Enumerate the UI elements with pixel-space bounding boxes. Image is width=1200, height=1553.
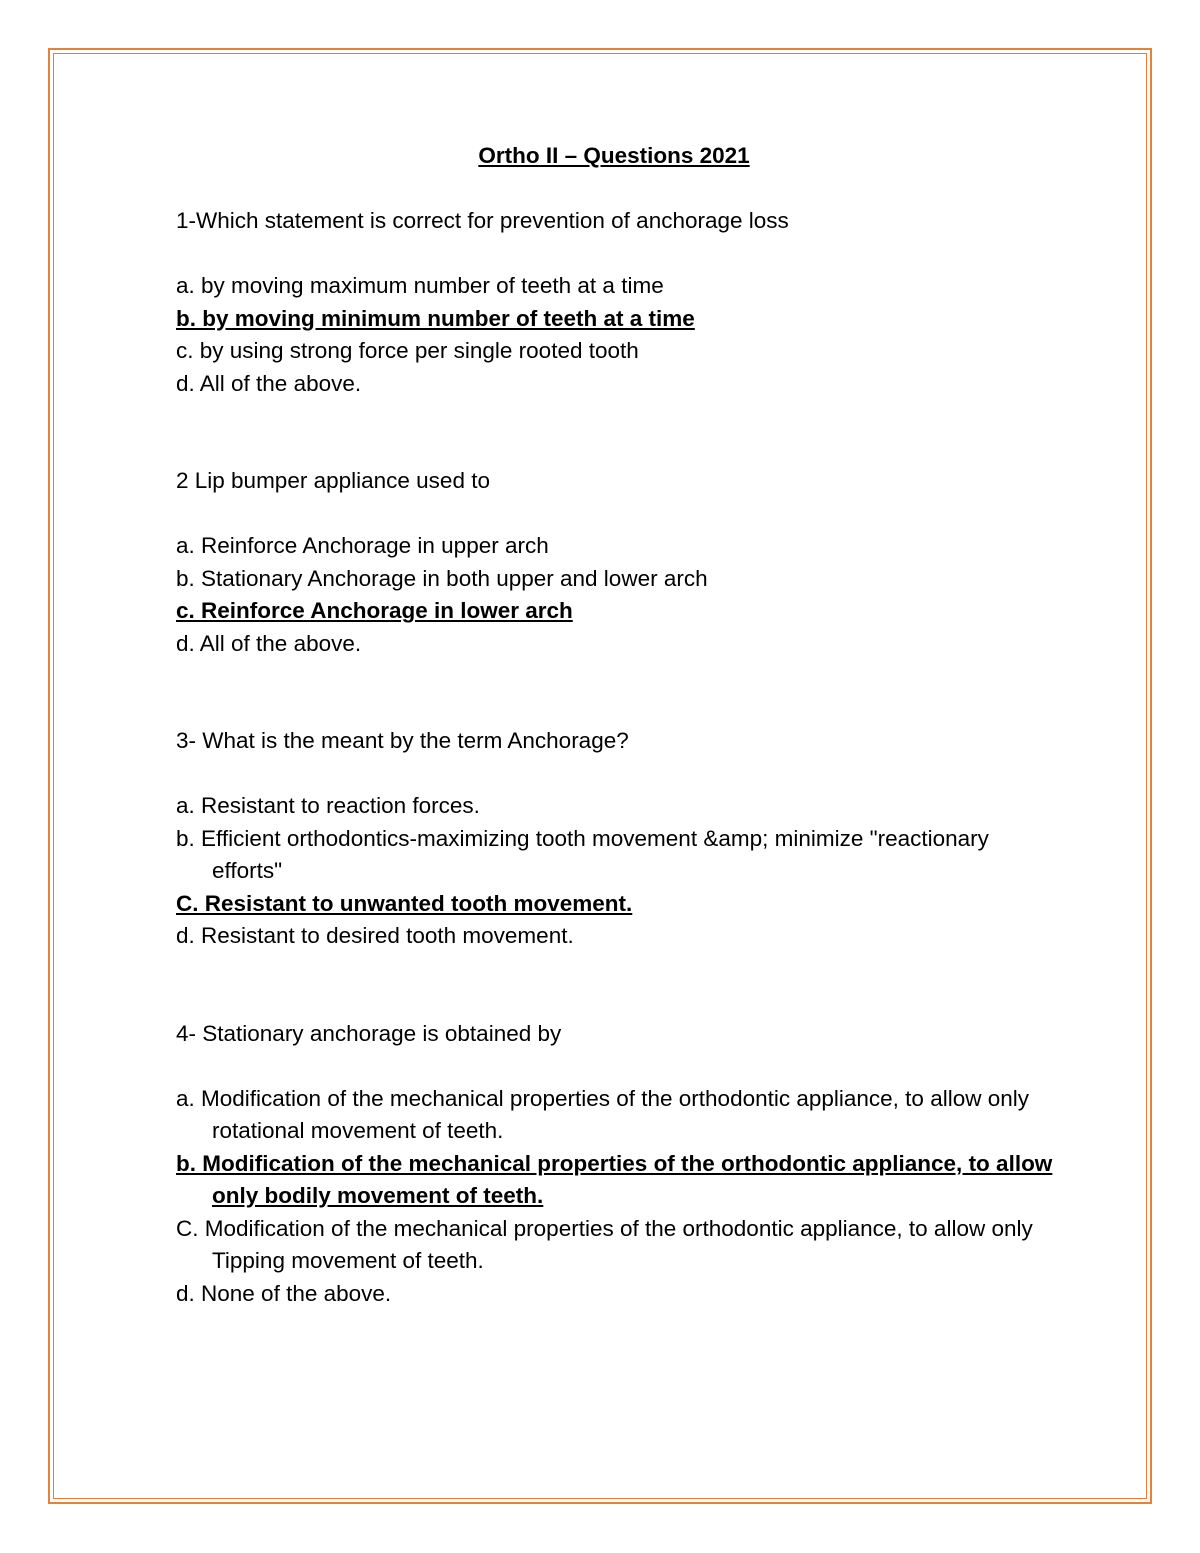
question-text: 3- What is the meant by the term Anchorage? <box>176 728 629 753</box>
option-c: c. by using strong force per single rooted tooth <box>176 338 639 363</box>
option-b: b. Efficient orthodontics-maximizing tooth movement &amp; minimize "reactionary efforts" <box>176 825 989 883</box>
option-b: b. Stationary Anchorage in both upper and lower arch <box>176 565 708 591</box>
question-text: 2 Lip bumper appliance used to <box>176 468 490 493</box>
spacer <box>176 953 1056 1018</box>
option-a: a. by moving maximum number of teeth at a time <box>176 273 664 298</box>
option-c-correct: c. Reinforce Anchorage in lower arch <box>176 598 573 623</box>
question-4 <box>176 1018 1056 1311</box>
document-body <box>176 140 1056 1310</box>
spacer <box>176 660 1056 725</box>
option-d: d. All of the above. <box>176 630 362 656</box>
option-c: C. Modification of the mechanical properties of the orthodontic appliance, to allow only Tipping movement of teeth. <box>176 1215 1033 1273</box>
question-text: 4- Stationary anchorage is obtained by <box>176 1020 562 1046</box>
document-title: Ortho II – Questions 2021 <box>478 143 750 168</box>
option-a: a. Resistant to reaction forces. <box>176 793 480 818</box>
option-a: a. Reinforce Anchorage in upper arch <box>176 533 549 558</box>
option-b-correct: b. by moving minimum number of teeth at a time <box>176 305 695 331</box>
option-a: a. Modification of the mechanical properties of the orthodontic appliance, to allow only rotational movement of teeth. <box>176 1085 1030 1143</box>
option-d: d. All of the above. <box>176 370 362 396</box>
question-1 <box>176 205 1056 400</box>
option-b-correct: b. Modification of the mechanical properties of the orthodontic appliance, to allow only bodily movement of teeth. <box>176 1150 1053 1208</box>
question-3 <box>176 725 1056 953</box>
spacer <box>176 400 1056 465</box>
option-d: d. Resistant to desired tooth movement. <box>176 923 574 948</box>
option-d: d. None of the above. <box>176 1280 392 1306</box>
option-c-correct: C. Resistant to unwanted tooth movement. <box>176 890 633 916</box>
question-text: 1-Which statement is correct for prevention of anchorage loss <box>176 208 789 233</box>
question-2 <box>176 465 1056 660</box>
